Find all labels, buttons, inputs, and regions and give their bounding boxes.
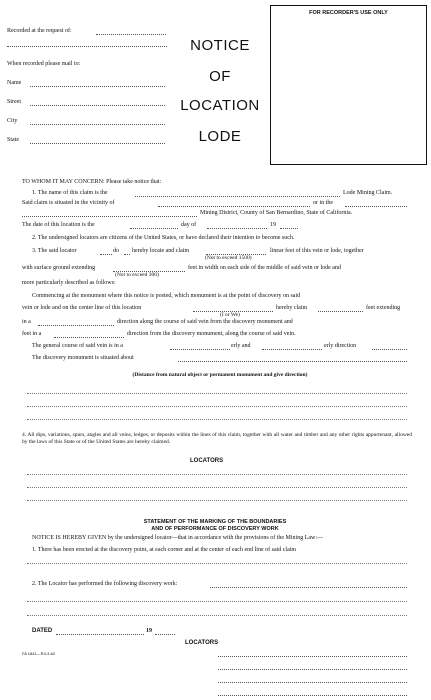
mining-district: Mining District, County of San Bernardino, State of California. [200, 210, 353, 216]
locators-heading-2: LOCATORS [185, 640, 219, 646]
street-line [30, 105, 165, 106]
direction-line-1 [38, 325, 114, 326]
name-label: Name [7, 80, 22, 86]
title-location: LOCATION [180, 97, 260, 114]
dated-line [56, 634, 144, 635]
sign-line-2 [218, 669, 407, 670]
title-lode: LODE [198, 128, 242, 145]
surface-ground: with surface ground extending [22, 265, 96, 271]
course-line-2 [262, 349, 322, 350]
or-in-the: or in the [313, 200, 333, 206]
form-number: FA 1841—R4-3-62 [22, 651, 56, 656]
work-line-2 [27, 615, 407, 616]
commencing: Commencing at the monument where this notice is posted, which monument is at the point of discovery on said [32, 293, 301, 299]
do-line [124, 254, 130, 255]
work-line-1 [27, 601, 407, 602]
statement-heading-2: AND OF PERFORMANCE OF DISCOVERY WORK [151, 526, 279, 532]
claim-name-line [135, 196, 340, 197]
described-as: more particularly described as follows: [22, 280, 116, 286]
recorded-at-line [96, 34, 166, 35]
course-line-1 [170, 349, 230, 350]
city-label: City [7, 118, 18, 124]
year-line [280, 228, 298, 229]
claim-name-label: 1. The name of this claim is the [32, 190, 108, 196]
blank-line-1 [27, 393, 407, 394]
sign-line-1 [218, 656, 407, 657]
or-in-line [345, 206, 407, 207]
said-locator: 3. The said locator [32, 248, 77, 254]
notice-given: NOTICE IS HEREBY GIVEN by the undersigned locator—that in accordance with the provisions of the Mining Law:— [32, 535, 324, 541]
sign-line-3 [218, 682, 407, 683]
state-line [30, 143, 165, 144]
erly-and: erly and [231, 343, 251, 349]
course-line-3 [372, 349, 407, 350]
lode-mining-claim: Lode Mining Claim. [343, 190, 393, 196]
citizens-paragraph: 2. The undersigned locators are citizens of the United States, or have declared their intention to become such. [32, 235, 295, 241]
discovery-work: 2. The Locator has performed the following discovery work: [32, 581, 178, 587]
feet-extending: feet extending [366, 305, 401, 311]
in-a: in a [22, 319, 31, 325]
linear-feet-label: linear feet of this vein or lode, together [270, 248, 364, 254]
vicinity-label: Said claim is situated in the vicinity of [22, 200, 115, 206]
feet-in-a: feet in a [22, 331, 42, 337]
center-line: vein or lode and on the center line of this location [22, 305, 142, 311]
dated-19: 19 [146, 628, 152, 634]
discovery-monument: The discovery monument is situated about [32, 355, 134, 361]
hereby-claim: hereby claim [276, 305, 308, 311]
mail-to-label: When recorded please mail to: [7, 61, 81, 67]
general-course: The general course of said vein is in a [32, 343, 123, 349]
distance-note: (Distance from natural object or permanent monument and give direction) [132, 372, 308, 378]
month-line [207, 228, 267, 229]
monument-line [178, 361, 407, 362]
erly-direction: erly direction [324, 343, 357, 349]
vicinity-line [158, 206, 310, 207]
title-notice: NOTICE [190, 37, 250, 54]
dips-paragraph: 4. All dips, variations, spurs, angles and all veins, ledges, or deposits within the lines of this claim, together with all water and timber and any other rights appurtenant, allowed by the laws of this State or of the United States are hereby claimed. [22, 432, 412, 445]
locator-line-1 [27, 474, 407, 475]
blank-line-3 [27, 419, 407, 420]
direction-line-2 [54, 337, 124, 338]
dated-label: DATED [32, 628, 53, 634]
year-19: 19 [270, 222, 276, 228]
name-line [30, 86, 165, 87]
city-line [30, 124, 165, 125]
recorded-at-label: Recorded at the request of: [7, 28, 72, 34]
direction-along: direction along the course of said vein from the discovery monument and [117, 319, 293, 325]
sign-line-4 [218, 695, 407, 696]
blank-line-2 [27, 406, 407, 407]
recorders-box [270, 5, 427, 165]
locators-heading: LOCATORS [190, 458, 224, 464]
direction-from: direction from the discovery monument, along the course of said vein. [127, 331, 296, 337]
not-exceed-1500: (Not to exceed 1500) [205, 255, 252, 261]
dated-year-line [155, 634, 175, 635]
recorded-at-line-2 [7, 46, 167, 47]
erected-line-1 [27, 563, 407, 564]
locator-line-3 [27, 500, 407, 501]
state-label: State [7, 137, 19, 143]
discovery-work-line [210, 587, 407, 588]
do-label: do [113, 248, 119, 254]
erected-paragraph: 1. There has been erected at the discovery point, at each corner and at the center of each end line of said claim [32, 547, 297, 553]
not-exceed-300: (Not to exceed 300) [115, 272, 159, 278]
locator-s-line [100, 254, 112, 255]
i-or-we: (I or We) [220, 312, 240, 318]
district-line [22, 216, 197, 217]
feet-extending-line [318, 311, 363, 312]
street-label: Street [7, 99, 21, 105]
date-label: The date of this location is the [22, 222, 95, 228]
recorders-box-label: FOR RECORDER'S USE ONLY [309, 10, 388, 16]
feet-width: feet in width on each side of the middle of said vein or lode and [188, 265, 341, 271]
title-of: OF [209, 68, 231, 85]
locate-claim: hereby locate and claim [132, 248, 190, 254]
locator-line-2 [27, 487, 407, 488]
day-line [130, 228, 178, 229]
to-whom-heading: TO WHOM IT MAY CONCERN: Please take notice that: [22, 179, 162, 185]
statement-heading-1: STATEMENT OF THE MARKING OF THE BOUNDARIES [143, 519, 287, 525]
day-of: day of [181, 222, 197, 228]
